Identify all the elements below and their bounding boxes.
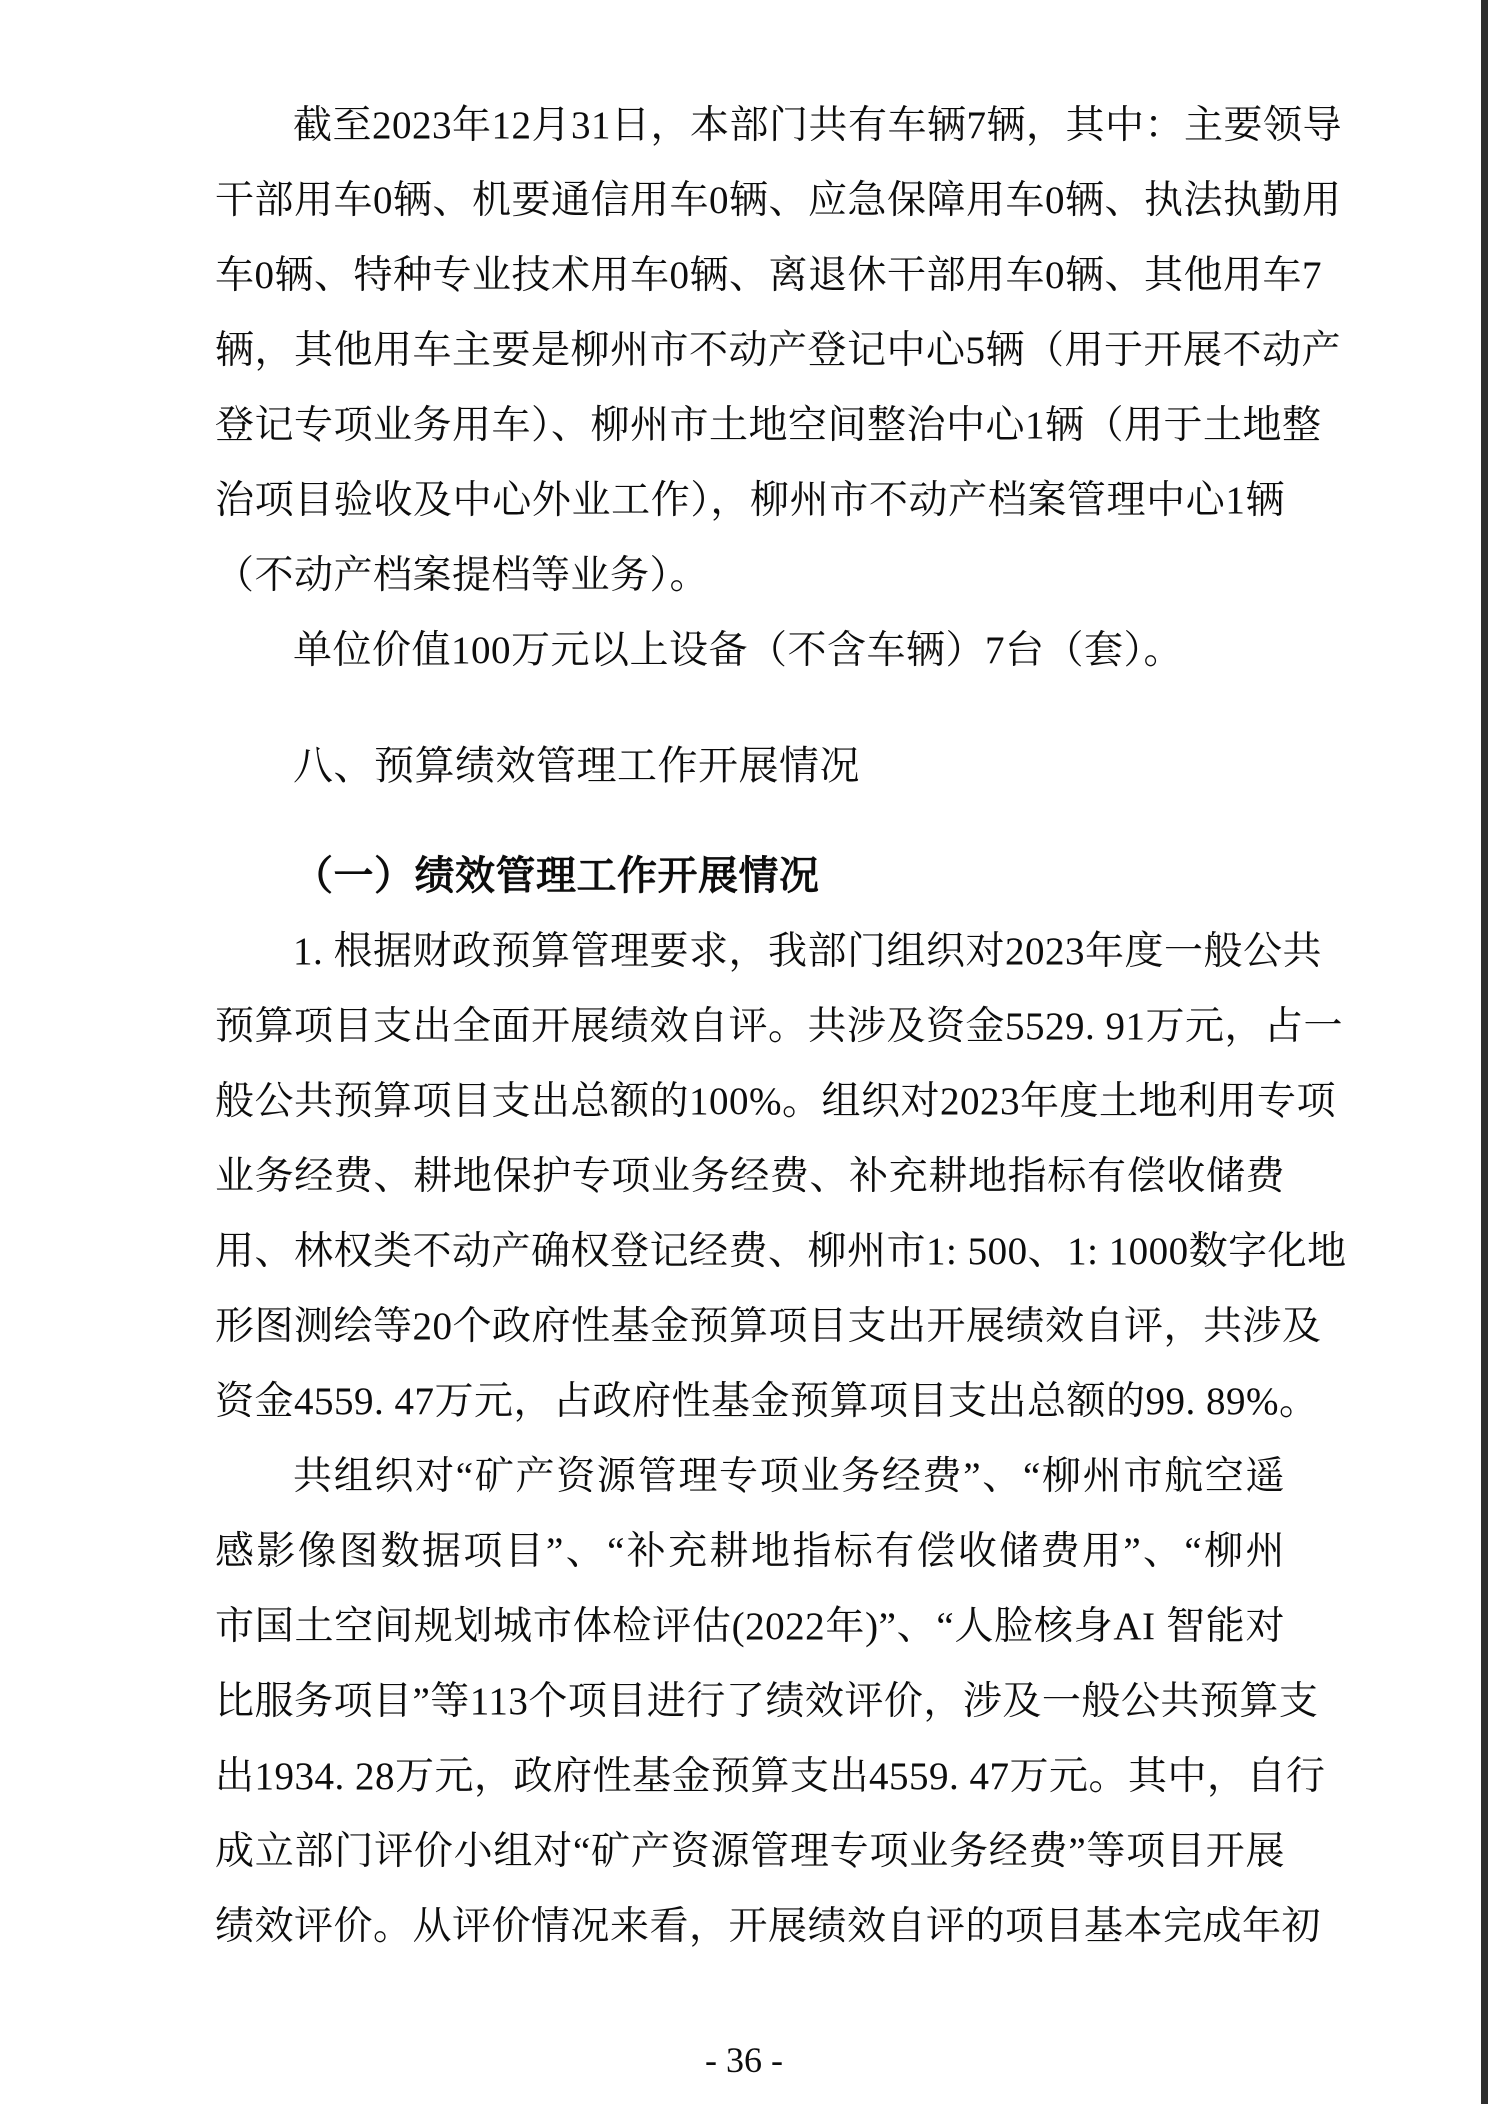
text-line: 1. 根据财政预算管理要求，我部门组织对2023年度一般公共 xyxy=(293,930,1323,973)
heading-1: 八、预算绩效管理工作开展情况 xyxy=(293,743,860,788)
text-line: 辆，其他用车主要是柳州市不动产登记中心5辆（用于开展不动产 xyxy=(215,329,1342,372)
text-line: 车0辆、特种专业技术用车0辆、离退休干部用车0辆、其他用车7 xyxy=(215,254,1323,297)
document-body xyxy=(215,88,1347,1964)
heading-2: （一）绩效管理工作开展情况 xyxy=(293,854,820,898)
text-line: 截至2023年12月31日，本部门共有车辆7辆，其中：主要领导 xyxy=(293,104,1343,147)
text-line: 形图测绘等20个政府性基金预算项目支出开展绩效自评，共涉及 xyxy=(215,1305,1322,1348)
text-line: 出1934. 28万元，政府性基金预算支出4559. 47万元。其中，自行 xyxy=(215,1755,1326,1798)
scan-edge-band xyxy=(1481,0,1488,2104)
text-line: 干部用车0辆、机要通信用车0辆、应急保障用车0辆、执法执勤用 xyxy=(215,179,1342,222)
text-line: 成立部门评价小组对“矿产资源管理专项业务经费”等项目开展 xyxy=(215,1830,1285,1873)
text-line: 治项目验收及中心外业工作），柳州市不动产档案管理中心1辆 xyxy=(215,479,1285,522)
text-line: 资金4559. 47万元，占政府性基金预算项目支出总额的99. 89%。 xyxy=(215,1380,1319,1423)
text-line: 般公共预算项目支出总额的100%。组织对2023年度土地利用专项 xyxy=(215,1080,1336,1123)
text-line: 比服务项目”等113个项目进行了绩效评价，涉及一般公共预算支 xyxy=(215,1680,1319,1723)
text-line: 用、林权类不动产确权登记经费、柳州市1: 500、1: 1000数字化地 xyxy=(215,1230,1347,1273)
text-line: 共组织对“矿产资源管理专项业务经费”、“柳州市航空遥 xyxy=(293,1455,1285,1498)
page-number: - 36 - xyxy=(705,2040,783,2080)
text-line: 预算项目支出全面开展绩效自评。共涉及资金5529. 91万元，占一 xyxy=(215,1005,1344,1048)
text-line: 感影像图数据项目”、“补充耕地指标有偿收储费用”、“柳州 xyxy=(215,1530,1285,1573)
text-line: 市国土空间规划城市体检评估(2022年)”、“人脸核身AI 智能对 xyxy=(215,1605,1285,1648)
text-line: 单位价值100万元以上设备（不含车辆）7台（套）。 xyxy=(293,629,1184,672)
text-line: 绩效评价。从评价情况来看，开展绩效自评的项目基本完成年初 xyxy=(215,1905,1322,1948)
text-line: 登记专项业务用车）、柳州市土地空间整治中心1辆（用于土地整 xyxy=(215,404,1322,447)
text-line: （不动产档案提档等业务）。 xyxy=(215,554,710,597)
text-line: 业务经费、耕地保护专项业务经费、补充耕地指标有偿收储费 xyxy=(215,1155,1285,1198)
